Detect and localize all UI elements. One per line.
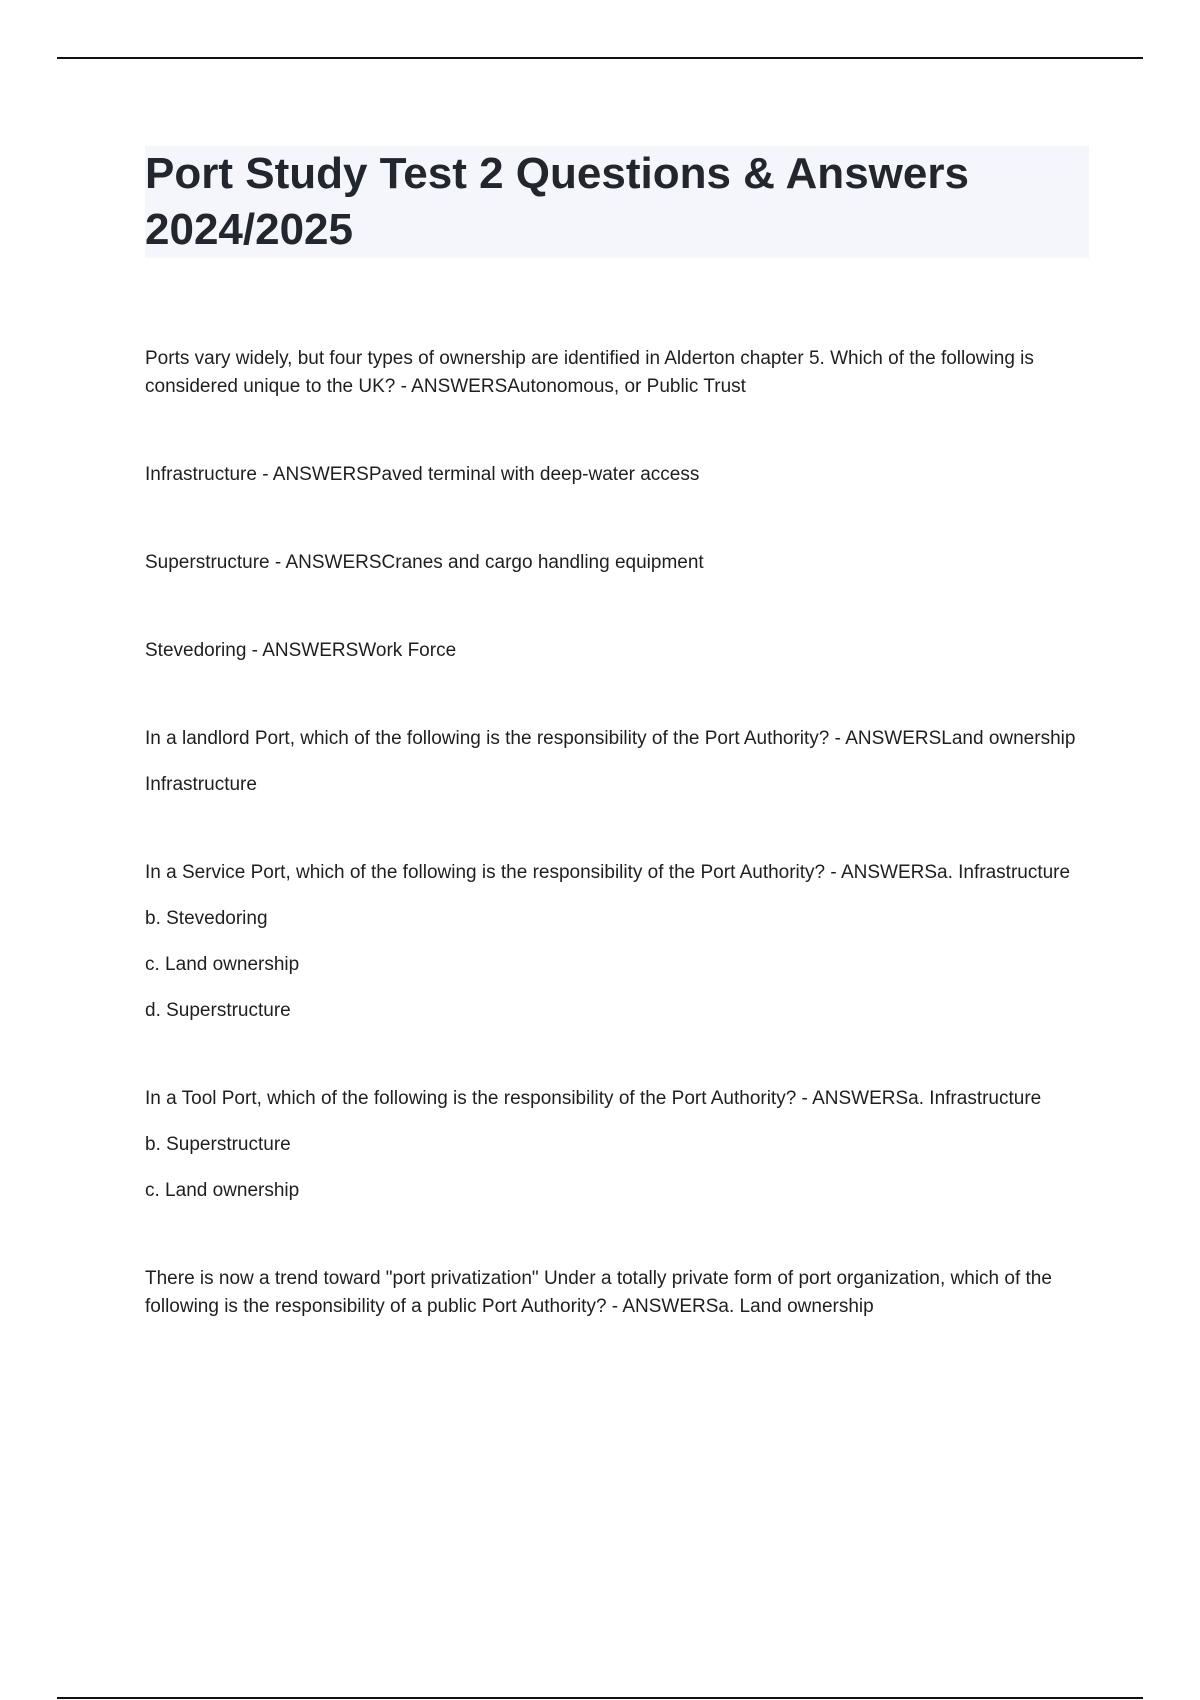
qa-item <box>145 549 1085 577</box>
qa-item <box>145 1265 1085 1321</box>
qa-item <box>145 725 1085 799</box>
qa-text: Ports vary widely, but four types of ownership are identified in Alderton chapter 5. Which of the following is considered unique to the UK? - ANSWERSAutonomous, or Public Trust <box>145 348 1034 397</box>
qa-text: d. Superstructure <box>145 1000 291 1021</box>
qa-list <box>145 345 1085 1381</box>
qa-text: b. Superstructure <box>145 1134 291 1155</box>
qa-item <box>145 859 1085 1025</box>
qa-text: b. Stevedoring <box>145 908 268 929</box>
qa-item <box>145 345 1085 401</box>
qa-text: c. Land ownership <box>145 1180 300 1201</box>
top-divider <box>57 57 1143 59</box>
qa-text: c. Land ownership <box>145 954 300 975</box>
qa-text: There is now a trend toward "port privatization" Under a totally private form of port organization, which of the following is the responsibility of a public Port Authority? - ANSWERSa. Land ownership <box>145 1268 1052 1317</box>
qa-text: In a Service Port, which of the following is the responsibility of the Port Authority? - ANSWERSa. Infrastructure <box>145 862 1071 883</box>
qa-item <box>145 461 1085 489</box>
qa-item <box>145 1085 1085 1205</box>
qa-text: Infrastructure - ANSWERSPaved terminal with deep-water access <box>145 464 700 485</box>
qa-item <box>145 637 1085 665</box>
qa-text: In a landlord Port, which of the following is the responsibility of the Port Authority? - ANSWERSLand ownership <box>145 728 1076 749</box>
qa-text: Superstructure - ANSWERSCranes and cargo handling equipment <box>145 552 704 573</box>
qa-text: Stevedoring - ANSWERSWork Force <box>145 640 457 661</box>
qa-text: In a Tool Port, which of the following is the responsibility of the Port Authority? - ANSWERSa. Infrastructure <box>145 1088 1042 1109</box>
bottom-divider <box>57 1697 1143 1699</box>
page-title: Port Study Test 2 Questions & Answers 2024/2025 <box>145 149 969 254</box>
qa-text: Infrastructure <box>145 774 257 795</box>
